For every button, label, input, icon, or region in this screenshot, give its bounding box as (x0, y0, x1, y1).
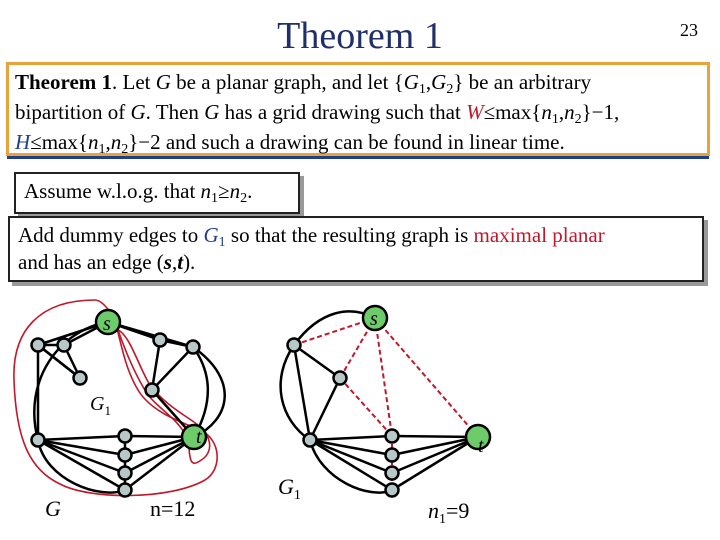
label-g1-left (90, 393, 111, 418)
vertex (386, 430, 399, 443)
theorem-g1: G (403, 70, 419, 94)
vertex (119, 449, 132, 462)
label-n19-sub: 1 (439, 512, 446, 527)
label-s-left: s (103, 313, 111, 335)
vertex (32, 339, 45, 352)
theorem-text: be a planar graph, and let { (170, 70, 404, 94)
label-n19-n: n (428, 498, 439, 523)
vertex (386, 449, 399, 462)
theorem-g: G (204, 100, 220, 124)
theorem-h: H (15, 130, 31, 154)
vertex (334, 372, 347, 385)
subscript: 1 (211, 191, 219, 206)
subscript: 2 (574, 112, 582, 127)
label-g1-right (278, 474, 301, 503)
vertex (154, 334, 167, 347)
theorem-text: bipartition of (15, 100, 131, 124)
vertex (288, 339, 301, 352)
subscript: 2 (240, 191, 248, 206)
vertex-t-left (182, 425, 206, 449)
vertex (119, 467, 132, 480)
label-s-right: s (370, 308, 378, 330)
label-g1-right-sub: 1 (293, 488, 301, 503)
theorem-g: G (130, 100, 146, 124)
label-t-left: t (196, 426, 202, 448)
theorem-text: , (558, 100, 565, 124)
theorem-text: }−2 and such a drawing can be found in linear time. (128, 130, 565, 154)
theorem-text: } be an arbitrary (453, 70, 592, 94)
vertex (58, 339, 71, 352)
slide-title: Theorem 1 (277, 15, 443, 57)
maximal-planar-highlight: maximal planar (473, 223, 605, 247)
label-n12: n=12 (150, 496, 196, 521)
theorem-label: Theorem 1 (15, 70, 113, 94)
assume-n1: n (200, 179, 212, 203)
vertex (187, 341, 200, 354)
subscript: 1 (218, 235, 226, 250)
theorem-w: W (466, 100, 484, 124)
vertex (386, 467, 399, 480)
subscript: 2 (121, 142, 129, 157)
dummy-text: so that the resulting graph is (225, 223, 474, 247)
dummy-g1: G (203, 223, 219, 247)
label-t-right: t (478, 435, 484, 457)
dummy-text: and has an edge ( (18, 250, 164, 274)
subscript: 1 (418, 82, 426, 97)
subscript: 1 (98, 142, 106, 157)
theorem-g2: G (431, 70, 447, 94)
label-g1-left-sub: 1 (104, 403, 111, 418)
theorem-text: . Let (112, 70, 156, 94)
vertex (119, 484, 132, 497)
theorem-g: G (155, 70, 171, 94)
theorem-n1: n (541, 100, 552, 124)
label-g1-left-g: G (90, 393, 105, 415)
theorem-n2: n (564, 100, 575, 124)
vertex (32, 434, 45, 447)
label-n19 (428, 498, 469, 527)
theorem-text: ≤max{ (30, 130, 88, 154)
subscript: 2 (446, 82, 454, 97)
label-g1-right-g: G (278, 474, 294, 499)
vertex (304, 434, 317, 447)
theorem-text: ≤max{ (483, 100, 542, 124)
theorem-n2: n (110, 130, 122, 154)
subscript: 1 (551, 112, 559, 127)
vertex (119, 430, 132, 443)
assume-text: Assume w.l.o.g. that (24, 179, 201, 203)
dummy-text: , (171, 250, 178, 274)
vertex (146, 384, 159, 397)
theorem-text: , (105, 130, 111, 154)
theorem-text: . Then (145, 100, 205, 124)
assume-geq: ≥ (218, 179, 230, 203)
vertex (386, 484, 399, 497)
label-g: G (45, 496, 61, 521)
dummy-s: s (163, 250, 172, 274)
label-n19-eq: =9 (446, 498, 470, 523)
page-number: 23 (680, 20, 698, 40)
theorem-text: has a grid drawing such that (219, 100, 467, 124)
theorem-text: }−1, (581, 100, 620, 124)
assume-text: . (247, 179, 253, 203)
theorem-n1: n (87, 130, 99, 154)
theorem-text: , (425, 70, 432, 94)
dummy-text: ). (183, 250, 196, 274)
dummy-t: t (177, 250, 184, 274)
assume-n2: n (229, 179, 241, 203)
vertex (74, 372, 87, 385)
dummy-text: Add dummy edges to (18, 223, 204, 247)
